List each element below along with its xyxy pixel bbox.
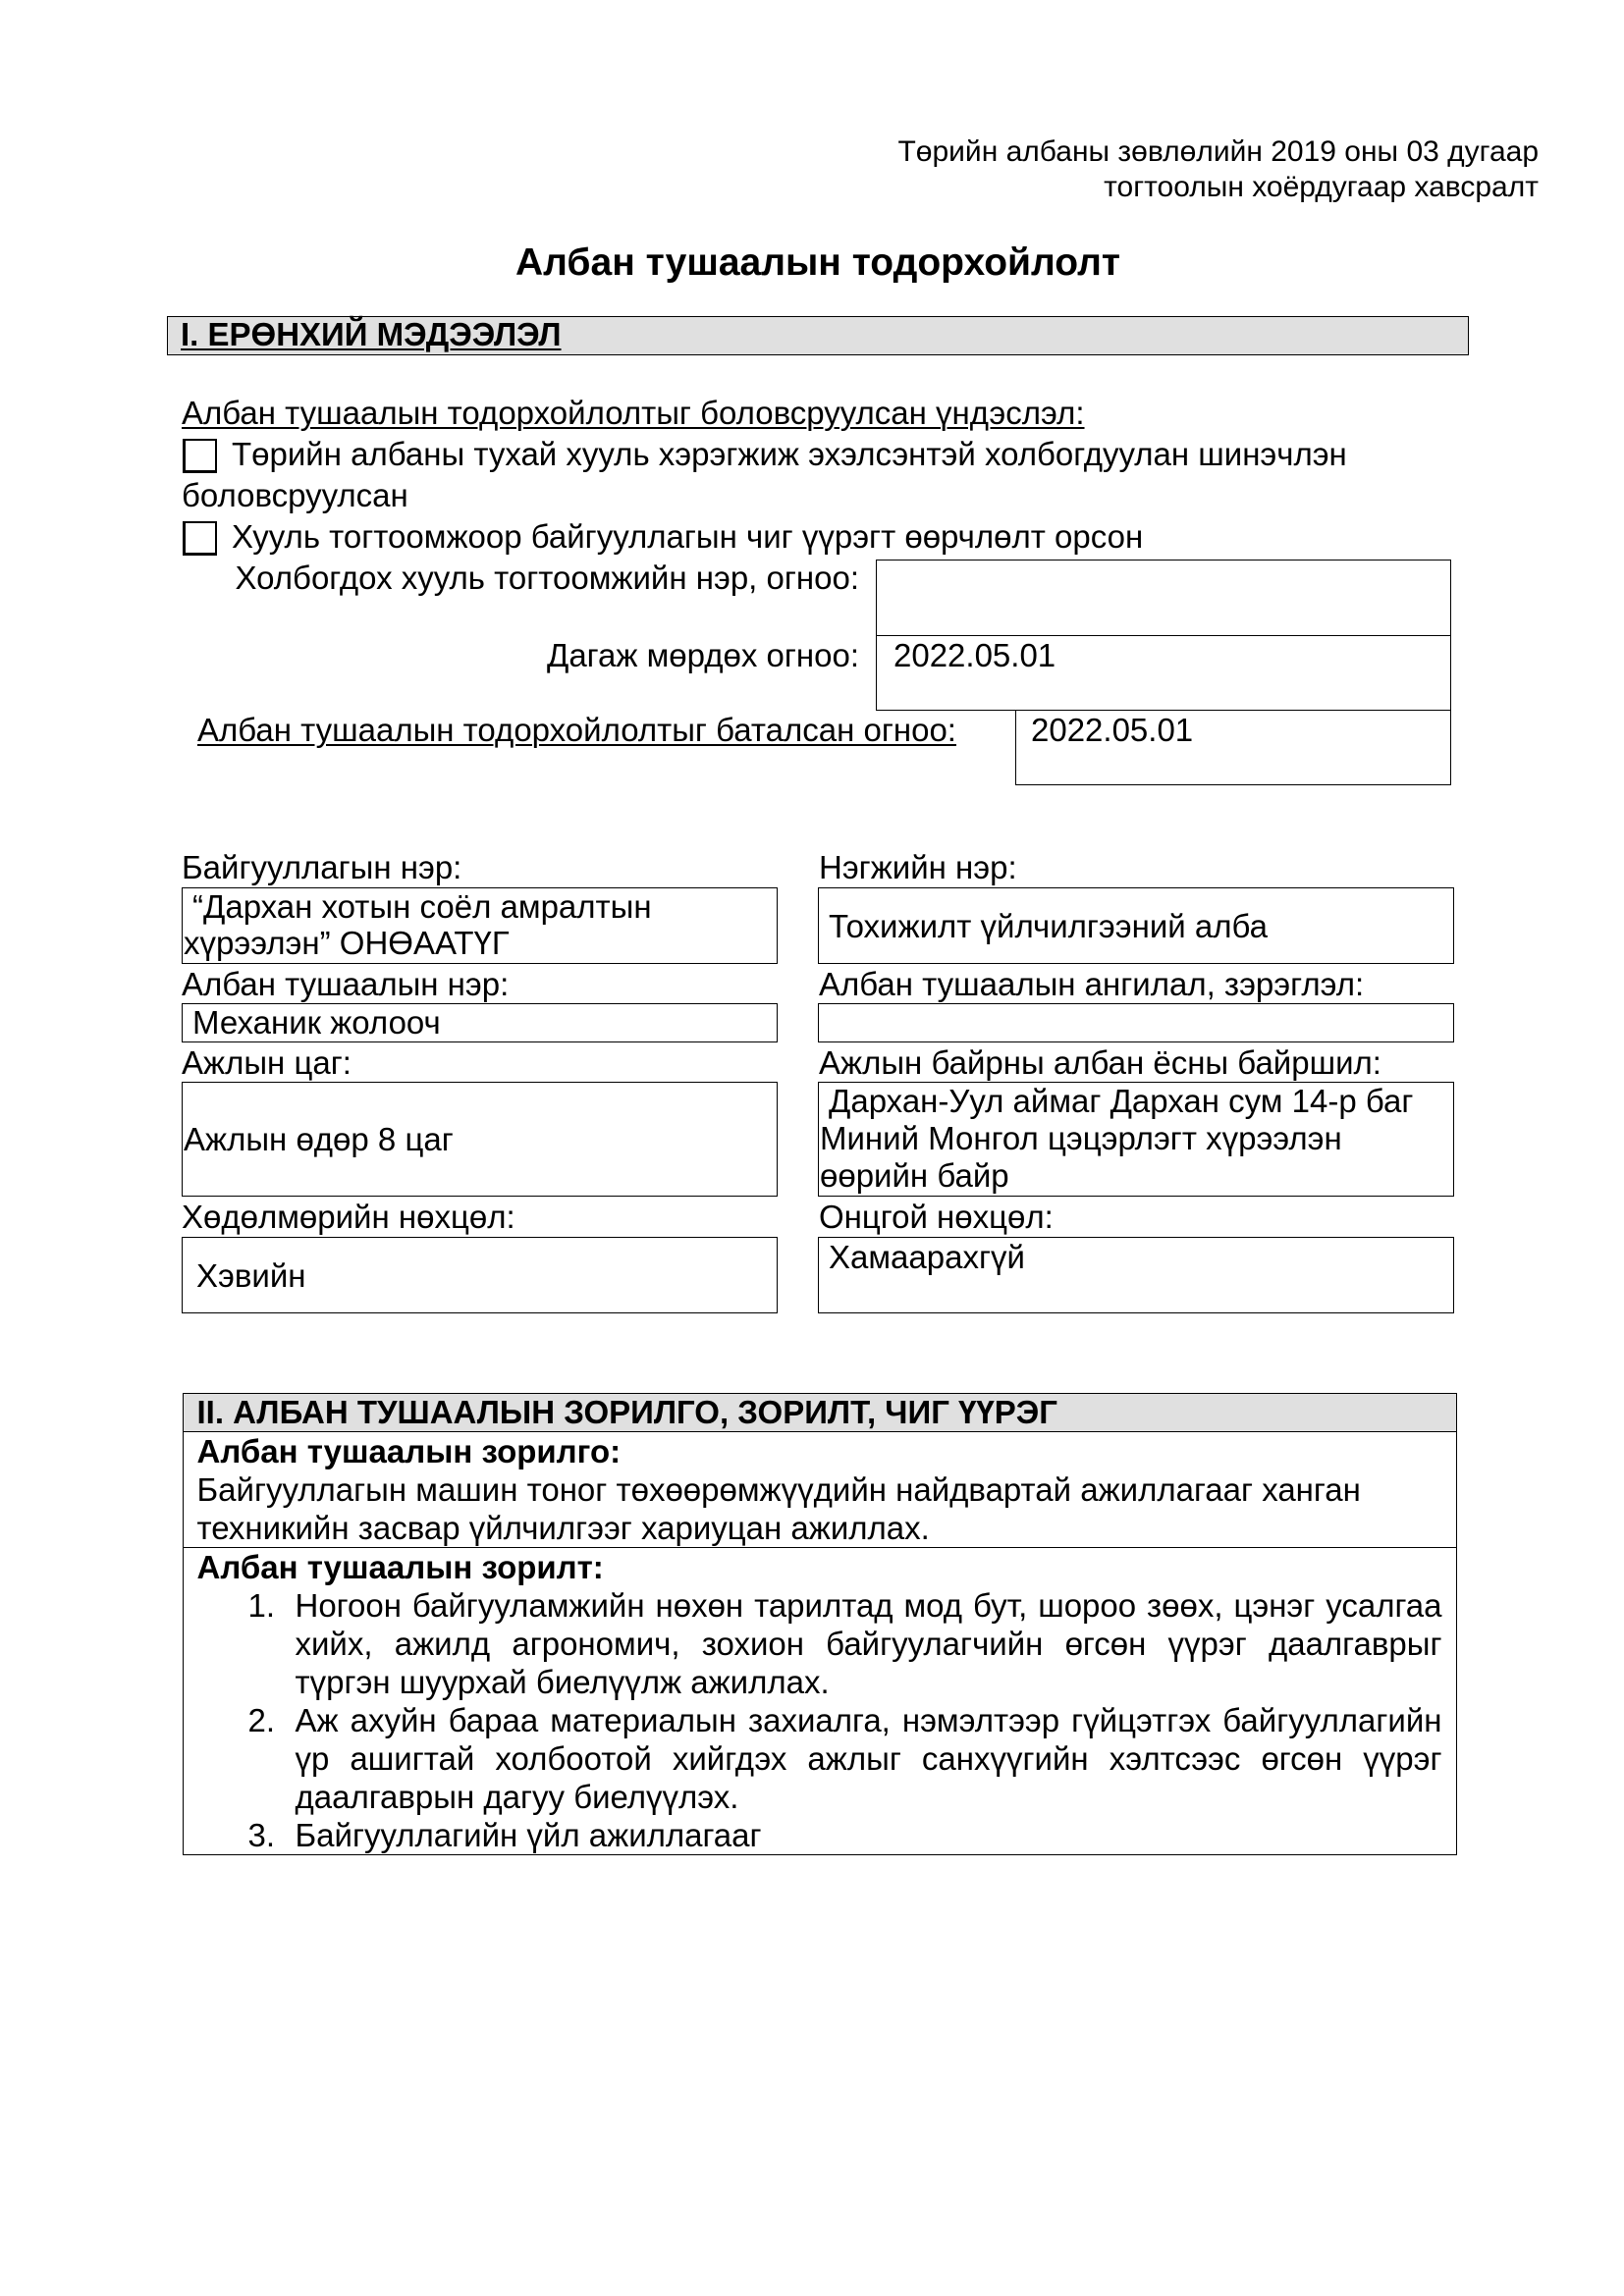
objective-line: үр ашигтай холбоотой хийгдэх ажлыг санхүүгийн хэлтсээс өгсөн үүрэг	[295, 1739, 1442, 1777]
location-field	[818, 1082, 1454, 1197]
location-value-line-3: өөрийн байр	[820, 1157, 1009, 1194]
objective-line: Ногоон байгууламжийн нөхөн тарилтад мод бут, шороо зөөх, цэнэг усалгаа	[295, 1586, 1442, 1624]
effective-date-label: Дагаж мөрдөх огноо:	[546, 637, 859, 673]
effective-date-value: 2022.05.01	[893, 637, 1056, 673]
work-hours-label: Ажлын цаг:	[182, 1044, 352, 1081]
section-1-heading: I. ЕРӨНХИЙ МЭДЭЭЛЭЛ	[181, 316, 562, 352]
effective-date-field	[876, 635, 1451, 711]
work-conditions-label: Хөдөлмөрийн нөхцөл:	[182, 1199, 515, 1235]
special-conditions-field	[818, 1237, 1454, 1313]
objective-line: түргэн шуурхай биелүүлж ажиллах.	[295, 1663, 830, 1700]
annex-note-line-2: тогтоолын хоёрдугаар хавсралт	[1104, 171, 1539, 203]
position-field	[182, 1003, 778, 1042]
basis-option-1-text-line-2: боловсруулсан	[182, 477, 408, 513]
basis-option-2-checkbox	[183, 521, 217, 556]
related-law-label: Холбогдох хууль тогтоомжийн нэр, огноо:	[235, 560, 859, 596]
approved-date-field	[1015, 710, 1451, 785]
objective-item-1	[248, 1586, 1457, 1701]
objective-line: Аж ахуйн бараа материалын захиалга, нэмэлтээр гүйцэтгэх байгууллагийн	[295, 1701, 1442, 1738]
organization-value-line-1: “Дархан хотын соёл амралтын	[192, 888, 652, 925]
document-title: Албан тушаалын тодорхойлолт	[514, 241, 1120, 284]
work-conditions-field	[182, 1237, 778, 1313]
objective-number: 1.	[247, 1586, 276, 1624]
basis-option-2-text: Хууль тогтоомжоор байгууллагын чиг үүрэгт өөрчлөлт орсон	[232, 518, 1144, 555]
goal-text-line-2: техникийн засвар үйлчилгээг хариуцан ажиллах.	[196, 1509, 930, 1546]
location-value-line-2: Миний Монгол цэцэрлэгт хүрээлэн	[820, 1120, 1342, 1156]
classification-field	[818, 1003, 1454, 1042]
organization-value-line-2: хүрээлэн” ОНӨААТҮГ	[184, 925, 510, 961]
special-conditions-value: Хамаарахгүй	[829, 1239, 1025, 1275]
approved-date-value: 2022.05.01	[1031, 712, 1194, 748]
work-hours-value: Ажлын өдөр 8 цаг	[184, 1121, 454, 1157]
basis-option-1-text-line-1: Төрийн албаны тухай хууль хэрэгжиж эхэлсэнтэй холбогдуулан шинэчлэн	[232, 436, 1347, 472]
unit-value: Тохижилт үйлчилгээний алба	[829, 908, 1268, 944]
objective-text	[296, 1701, 1442, 1816]
objective-line: хийх, ажилд агрономич, зохион байгуулагчийн өгсөн үүрэг даалгаврыг	[295, 1625, 1442, 1662]
unit-field	[818, 887, 1454, 964]
special-conditions-label: Онцгой нөхцөл:	[819, 1199, 1054, 1235]
goal-block	[184, 1432, 1456, 1548]
section-1-heading-bar	[167, 316, 1469, 355]
objective-line: даалгаврын дагуу биелүүлэх.	[295, 1778, 739, 1815]
section-2-heading: II. АЛБАН ТУШААЛЫН ЗОРИЛГО, ЗОРИЛТ, ЧИГ ҮҮРЭГ	[184, 1394, 1456, 1432]
basis-label: Албан тушаалын тодорхойлолтыг боловсруулсан үндэслэл:	[182, 395, 1085, 431]
objectives-block	[184, 1548, 1456, 1854]
organization-field	[182, 887, 778, 964]
objective-item-2	[248, 1701, 1457, 1816]
goal-text-line-1: Байгууллагын машин тоног төхөөрөмжүүдийн найдвартай ажиллагааг ханган	[196, 1470, 1361, 1508]
position-label: Албан тушаалын нэр:	[182, 966, 510, 1002]
annex-note-line-1: Төрийн албаны зөвлөлийн 2019 оны 03 дугаар	[897, 135, 1539, 168]
classification-label: Албан тушаалын ангилал, зэрэглэл:	[819, 966, 1365, 1002]
approved-date-label: Албан тушаалын тодорхойлолтыг баталсан огноо:	[197, 712, 956, 748]
location-label: Ажлын байрны албан ёсны байршил:	[819, 1044, 1381, 1081]
section-2-table	[183, 1393, 1457, 1855]
position-value: Механик жолооч	[192, 1004, 441, 1041]
basis-option-1-checkbox	[183, 439, 217, 473]
objective-line: Байгууллагийн үйл ажиллагааг	[295, 1816, 762, 1853]
objective-text	[296, 1586, 1442, 1701]
objectives-label: Албан тушаалын зорилт:	[196, 1548, 604, 1585]
goal-label: Албан тушаалын зорилго:	[196, 1432, 622, 1469]
objective-text	[296, 1816, 1442, 1854]
work-hours-field	[182, 1082, 778, 1197]
related-law-field	[876, 560, 1451, 636]
location-value-line-1: Дархан-Уул аймаг Дархан сум 14-р баг	[829, 1083, 1414, 1119]
work-conditions-value: Хэвийн	[196, 1257, 306, 1294]
objective-number: 2.	[247, 1701, 276, 1738]
objective-number: 3.	[247, 1816, 276, 1853]
unit-label: Нэгжийн нэр:	[819, 849, 1017, 885]
organization-label: Байгууллагын нэр:	[182, 849, 462, 885]
objective-item-3	[248, 1816, 1457, 1854]
